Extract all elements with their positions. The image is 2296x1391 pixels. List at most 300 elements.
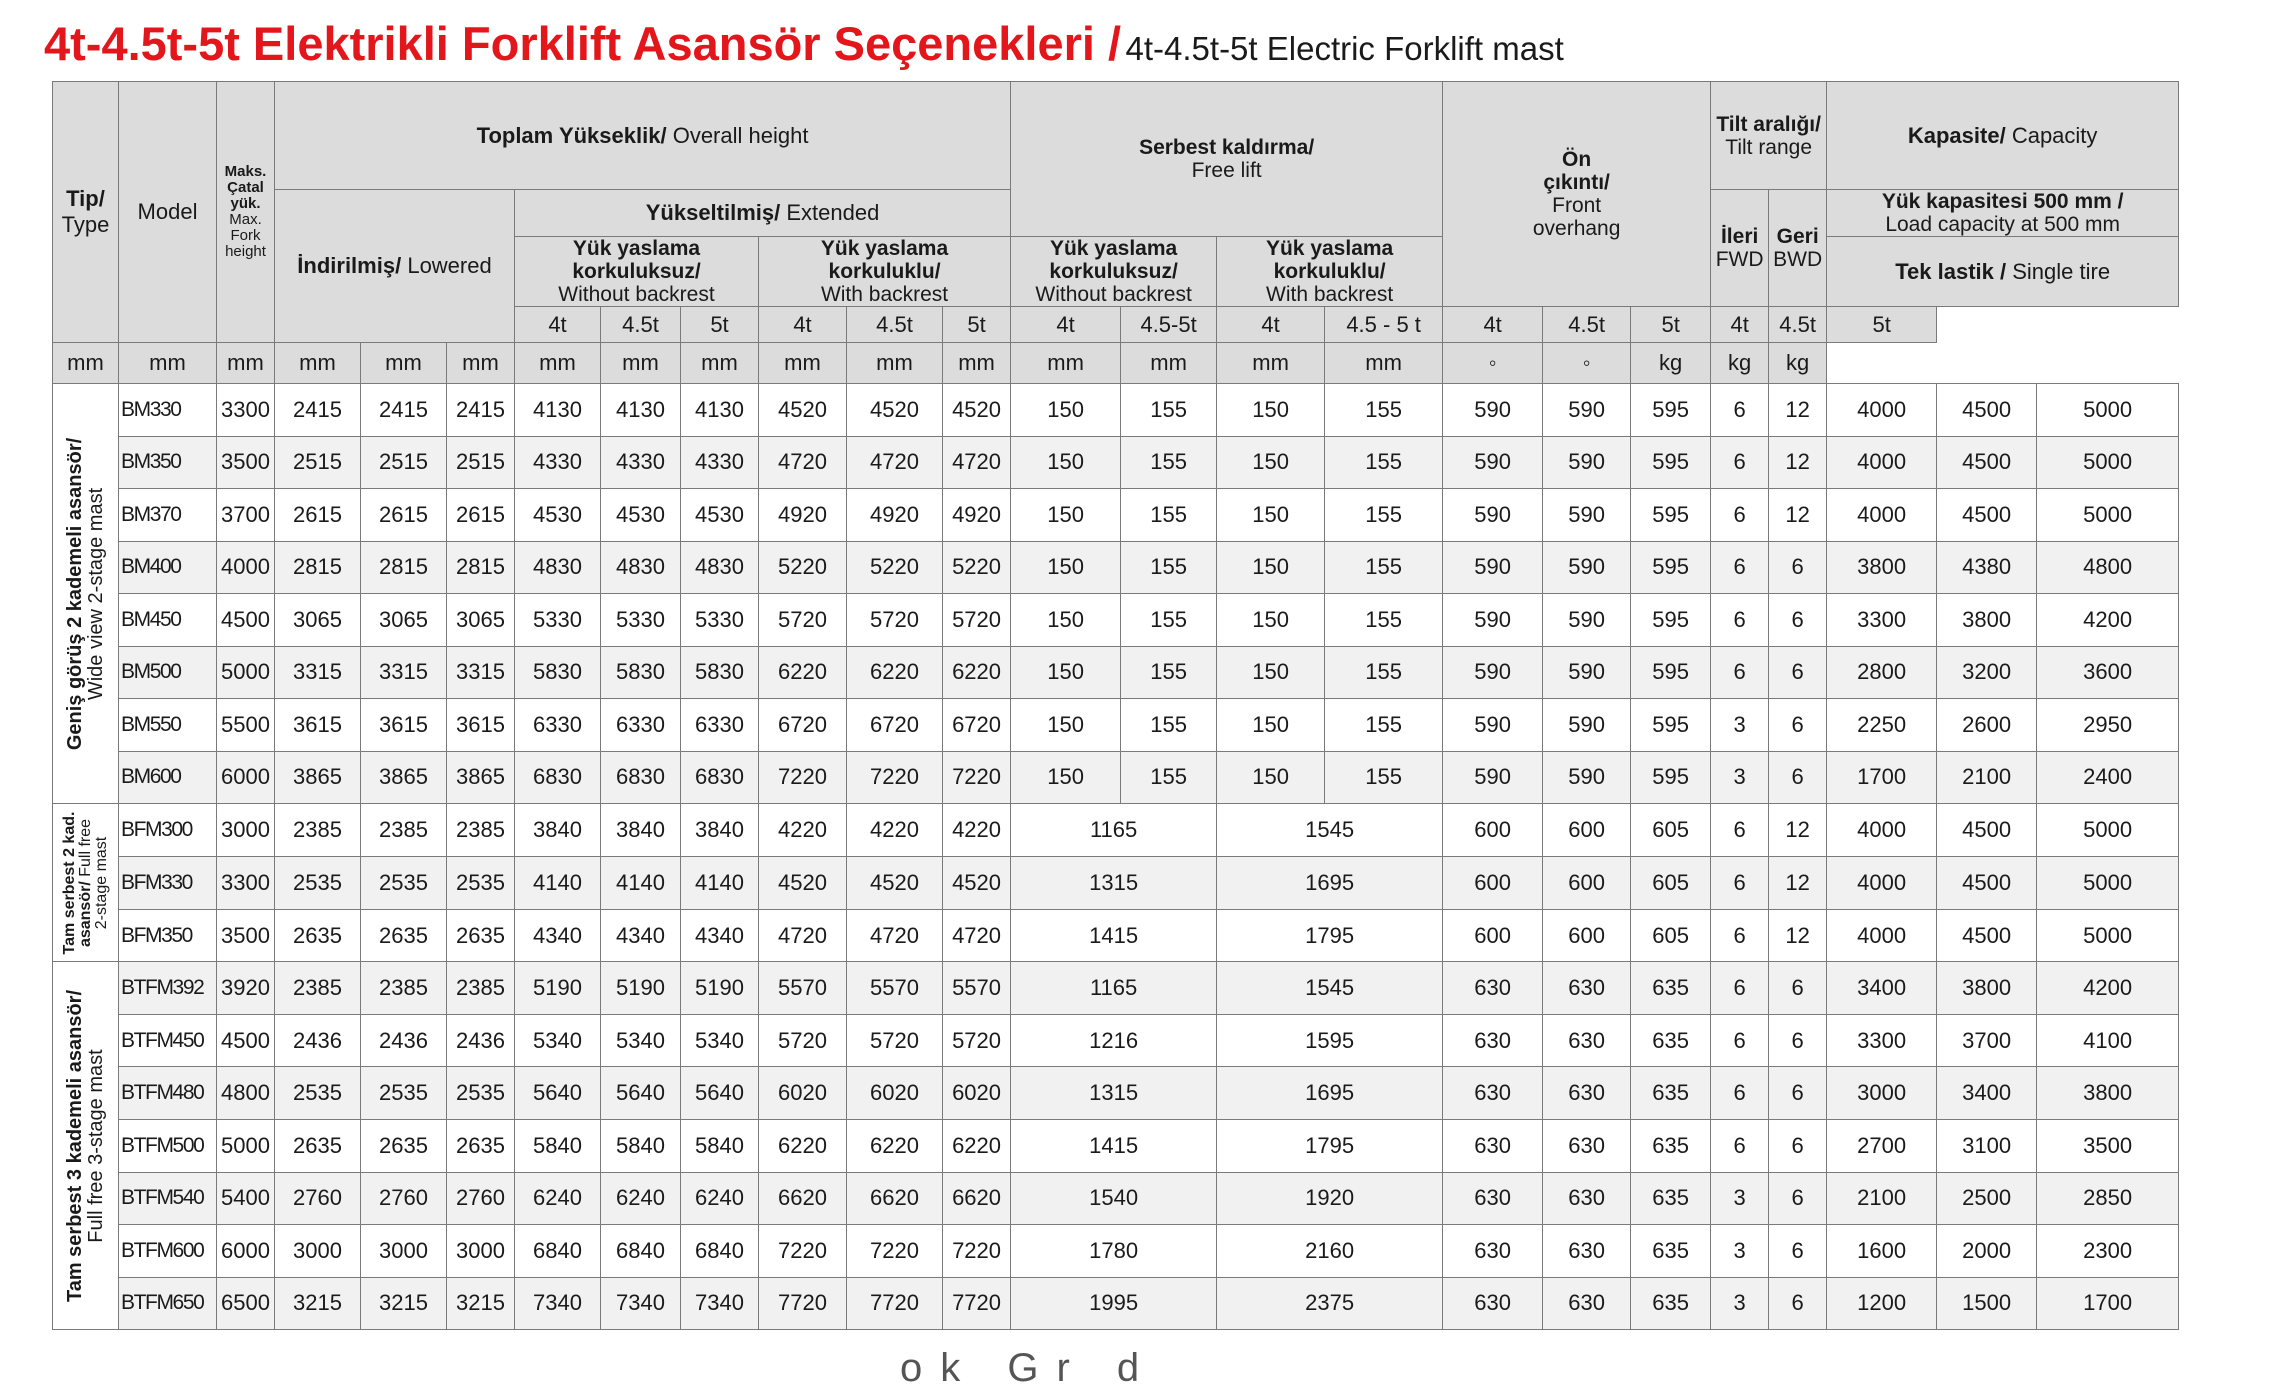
value-cell: 6 <box>1711 646 1769 699</box>
value-cell: 6840 <box>515 1225 601 1278</box>
value-cell: 12 <box>1769 489 1827 542</box>
value-cell: 3315 <box>447 646 515 699</box>
value-cell: 630 <box>1443 1067 1543 1120</box>
model-header: Model <box>119 82 217 343</box>
value-cell: 3400 <box>1937 1067 2037 1120</box>
free-lift-with-backrest-cell: 1595 <box>1217 1014 1443 1067</box>
value-cell: 6 <box>1769 1277 1827 1330</box>
value-cell: 155 <box>1325 489 1443 542</box>
value-cell: 5840 <box>515 1119 601 1172</box>
value-cell: 5220 <box>759 541 847 594</box>
value-cell: 5720 <box>943 1014 1011 1067</box>
value-cell: 5570 <box>847 962 943 1015</box>
value-cell: 6 <box>1769 1172 1827 1225</box>
value-cell: 3315 <box>275 646 361 699</box>
value-cell: 150 <box>1011 489 1121 542</box>
value-cell: 7720 <box>943 1277 1011 1330</box>
value-cell: 7220 <box>759 1225 847 1278</box>
free-lift-with-backrest-cell: 1695 <box>1217 856 1443 909</box>
value-cell: 3 <box>1711 1277 1769 1330</box>
value-cell: 2300 <box>2037 1225 2179 1278</box>
unit-fo-4t: mm <box>1121 343 1217 384</box>
ext-wo-45t: 4.5t <box>601 307 681 343</box>
value-cell: 2515 <box>275 436 361 489</box>
extended-header: Yükseltilmiş/ Extended <box>515 190 1011 237</box>
value-cell: 3840 <box>601 804 681 857</box>
free-lift-with-backrest-cell: 1920 <box>1217 1172 1443 1225</box>
free-lift-with-backrest-cell: 2375 <box>1217 1277 1443 1330</box>
value-cell: 155 <box>1325 751 1443 804</box>
value-cell: 5840 <box>681 1119 759 1172</box>
unit-fl-w-45t: mm <box>1011 343 1121 384</box>
value-cell: 5830 <box>681 646 759 699</box>
value-cell: 3000 <box>1827 1067 1937 1120</box>
value-cell: 2436 <box>361 1014 447 1067</box>
footer-partial-text: ok Gr d <box>900 1346 1158 1390</box>
value-cell: 3920 <box>217 962 275 1015</box>
value-cell: 4140 <box>681 856 759 909</box>
value-cell: 600 <box>1543 804 1631 857</box>
value-cell: 155 <box>1325 594 1443 647</box>
value-cell: 6 <box>1711 909 1769 962</box>
value-cell: 2635 <box>275 909 361 962</box>
value-cell: 2815 <box>361 541 447 594</box>
value-cell: 5570 <box>759 962 847 1015</box>
value-cell: 150 <box>1217 751 1325 804</box>
value-cell: 150 <box>1011 594 1121 647</box>
value-cell: 3865 <box>275 751 361 804</box>
value-cell: 590 <box>1443 384 1543 437</box>
unit-fo-5t: mm <box>1325 343 1443 384</box>
value-cell: 3300 <box>1827 594 1937 647</box>
unit-ext-w-4t: mm <box>515 343 601 384</box>
fl-w-4t: 4t <box>1217 307 1325 343</box>
free-lift-with-backrest-cell: 1795 <box>1217 909 1443 962</box>
ext-w-4t: 4t <box>759 307 847 343</box>
title-english: 4t-4.5t-5t Electric Forklift mast <box>1125 30 1564 67</box>
value-cell: 150 <box>1011 699 1121 752</box>
value-cell: 6220 <box>759 646 847 699</box>
value-cell: 6 <box>1769 594 1827 647</box>
value-cell: 595 <box>1631 541 1711 594</box>
value-cell: 590 <box>1543 646 1631 699</box>
value-cell: 5830 <box>601 646 681 699</box>
value-cell: 5000 <box>217 646 275 699</box>
value-cell: 5000 <box>2037 384 2179 437</box>
value-cell: 12 <box>1769 856 1827 909</box>
model-cell: BM330 <box>119 384 217 437</box>
value-cell: 2100 <box>1937 751 2037 804</box>
free-lift-with-backrest-cell: 1545 <box>1217 804 1443 857</box>
value-cell: 2615 <box>447 489 515 542</box>
value-cell: 590 <box>1543 436 1631 489</box>
value-cell: 6 <box>1711 804 1769 857</box>
value-cell: 630 <box>1543 962 1631 1015</box>
value-cell: 6 <box>1711 1014 1769 1067</box>
value-cell: 1200 <box>1827 1277 1937 1330</box>
free-lift-without-backrest-cell: 1165 <box>1011 962 1217 1015</box>
table-row <box>53 384 2179 437</box>
value-cell: 2850 <box>2037 1172 2179 1225</box>
unit-ext-w-5t: mm <box>681 343 759 384</box>
value-cell: 4000 <box>1827 804 1937 857</box>
value-cell: 5720 <box>759 1014 847 1067</box>
value-cell: 150 <box>1011 751 1121 804</box>
value-cell: 4140 <box>515 856 601 909</box>
model-cell: BTFM450 <box>119 1014 217 1067</box>
value-cell: 5190 <box>515 962 601 1015</box>
value-cell: 3 <box>1711 751 1769 804</box>
value-cell: 6 <box>1769 962 1827 1015</box>
value-cell: 6 <box>1769 751 1827 804</box>
value-cell: 6 <box>1769 541 1827 594</box>
value-cell: 3215 <box>361 1277 447 1330</box>
freelift-without-backrest-header: Yük yaslama korkuluksuz/ Without backrest <box>1011 237 1217 307</box>
value-cell: 5000 <box>2037 436 2179 489</box>
value-cell: 630 <box>1543 1067 1631 1120</box>
value-cell: 4520 <box>847 384 943 437</box>
group-label-2: Tam serbest 2 kad. asansör/ Full free 2-stage mast <box>53 804 119 962</box>
value-cell: 590 <box>1543 489 1631 542</box>
value-cell: 155 <box>1121 384 1217 437</box>
value-cell: 4800 <box>2037 541 2179 594</box>
value-cell: 5830 <box>515 646 601 699</box>
value-cell: 6020 <box>759 1067 847 1120</box>
mast-spec-table <box>52 81 2179 1330</box>
value-cell: 6830 <box>515 751 601 804</box>
value-cell: 2535 <box>275 856 361 909</box>
value-cell: 2760 <box>447 1172 515 1225</box>
unit-ext-wo-5t: mm <box>447 343 515 384</box>
table-row <box>53 909 2179 962</box>
tilt-range-header: Tilt aralığı/ Tilt range <box>1711 82 1827 190</box>
value-cell: 5330 <box>681 594 759 647</box>
value-cell: 3000 <box>361 1225 447 1278</box>
value-cell: 1700 <box>1827 751 1937 804</box>
extended-with-backrest-header: Yük yaslama korkuluklu/ With backrest <box>759 237 1011 307</box>
value-cell: 2436 <box>275 1014 361 1067</box>
value-cell: 155 <box>1325 541 1443 594</box>
value-cell: 2436 <box>447 1014 515 1067</box>
value-cell: 6 <box>1769 1225 1827 1278</box>
value-cell: 6000 <box>217 1225 275 1278</box>
value-cell: 4520 <box>847 856 943 909</box>
value-cell: 3 <box>1711 1172 1769 1225</box>
value-cell: 4100 <box>2037 1014 2179 1067</box>
fwd-header: İleri FWD <box>1711 190 1769 307</box>
value-cell: 6 <box>1711 1067 1769 1120</box>
value-cell: 3 <box>1711 1225 1769 1278</box>
value-cell: 155 <box>1121 436 1217 489</box>
value-cell: 7220 <box>943 1225 1011 1278</box>
lowered-header: İndirilmiş/ Lowered <box>275 190 515 343</box>
load-capacity-500-header: Yük kapasitesi 500 mm / Load capacity at 500 mm <box>1827 190 2179 237</box>
unit-ext-w-45t: mm <box>601 343 681 384</box>
value-cell: 635 <box>1631 1014 1711 1067</box>
value-cell: 6330 <box>681 699 759 752</box>
extended-without-backrest-header: Yük yaslama korkuluksuz/ Without backrest <box>515 237 759 307</box>
value-cell: 6830 <box>601 751 681 804</box>
value-cell: 4720 <box>759 436 847 489</box>
value-cell: 3215 <box>447 1277 515 1330</box>
value-cell: 5640 <box>601 1067 681 1120</box>
value-cell: 2000 <box>1937 1225 2037 1278</box>
value-cell: 155 <box>1325 384 1443 437</box>
value-cell: 4500 <box>217 594 275 647</box>
value-cell: 2515 <box>361 436 447 489</box>
value-cell: 4500 <box>1937 909 2037 962</box>
fl-wo-4t: 4t <box>1011 307 1121 343</box>
value-cell: 5720 <box>943 594 1011 647</box>
value-cell: 2250 <box>1827 699 1937 752</box>
value-cell: 3300 <box>1827 1014 1937 1067</box>
value-cell: 2385 <box>361 962 447 1015</box>
value-cell: 6 <box>1711 489 1769 542</box>
capacity-header: Kapasite/ Capacity <box>1827 82 2179 190</box>
value-cell: 4500 <box>1937 804 2037 857</box>
value-cell: 4000 <box>1827 489 1937 542</box>
value-cell: 3200 <box>1937 646 2037 699</box>
value-cell: 4720 <box>847 436 943 489</box>
freelift-with-backrest-header: Yük yaslama korkuluklu/ With backrest <box>1217 237 1443 307</box>
value-cell: 6 <box>1711 436 1769 489</box>
value-cell: 4130 <box>601 384 681 437</box>
value-cell: 2760 <box>275 1172 361 1225</box>
value-cell: 155 <box>1121 594 1217 647</box>
value-cell: 3400 <box>1827 962 1937 1015</box>
value-cell: 630 <box>1443 1225 1543 1278</box>
value-cell: 4330 <box>681 436 759 489</box>
cap-45t: 4.5t <box>1769 307 1827 343</box>
value-cell: 4920 <box>759 489 847 542</box>
table-row <box>53 1172 2179 1225</box>
value-cell: 6 <box>1711 962 1769 1015</box>
value-cell: 150 <box>1217 489 1325 542</box>
value-cell: 155 <box>1325 646 1443 699</box>
value-cell: 6840 <box>601 1225 681 1278</box>
free-lift-header: Serbest kaldırma/ Free lift <box>1011 82 1443 237</box>
value-cell: 6 <box>1769 646 1827 699</box>
value-cell: 12 <box>1769 384 1827 437</box>
value-cell: 3000 <box>217 804 275 857</box>
value-cell: 2100 <box>1827 1172 1937 1225</box>
ext-w-5t: 5t <box>943 307 1011 343</box>
value-cell: 3500 <box>2037 1119 2179 1172</box>
model-cell: BTFM540 <box>119 1172 217 1225</box>
table-row <box>53 962 2179 1015</box>
value-cell: 2815 <box>275 541 361 594</box>
value-cell: 630 <box>1443 1014 1543 1067</box>
value-cell: 3300 <box>217 856 275 909</box>
value-cell: 3065 <box>361 594 447 647</box>
value-cell: 2535 <box>361 856 447 909</box>
value-cell: 7340 <box>515 1277 601 1330</box>
value-cell: 150 <box>1217 541 1325 594</box>
fo-45t: 4.5t <box>1543 307 1631 343</box>
value-cell: 6720 <box>943 699 1011 752</box>
unit-fl-wo-4t: mm <box>759 343 847 384</box>
value-cell: 4520 <box>943 856 1011 909</box>
value-cell: 3 <box>1711 699 1769 752</box>
free-lift-with-backrest-cell: 1795 <box>1217 1119 1443 1172</box>
value-cell: 3800 <box>1937 962 2037 1015</box>
unit-cap-45t: kg <box>1711 343 1769 384</box>
units-header-row <box>53 343 2179 384</box>
unit-bwd: ◦ <box>1543 343 1631 384</box>
value-cell: 1700 <box>2037 1277 2179 1330</box>
value-cell: 2515 <box>447 436 515 489</box>
value-cell: 4000 <box>1827 856 1937 909</box>
ext-w-45t: 4.5t <box>847 307 943 343</box>
free-lift-without-backrest-cell: 1415 <box>1011 1119 1217 1172</box>
value-cell: 605 <box>1631 856 1711 909</box>
value-cell: 4830 <box>515 541 601 594</box>
value-cell: 155 <box>1121 541 1217 594</box>
table-row <box>53 1014 2179 1067</box>
free-lift-with-backrest-cell: 1545 <box>1217 962 1443 1015</box>
value-cell: 4800 <box>217 1067 275 1120</box>
model-cell: BM600 <box>119 751 217 804</box>
value-cell: 4530 <box>515 489 601 542</box>
value-cell: 590 <box>1443 541 1543 594</box>
value-cell: 600 <box>1443 909 1543 962</box>
value-cell: 4530 <box>601 489 681 542</box>
value-cell: 590 <box>1443 489 1543 542</box>
value-cell: 3065 <box>275 594 361 647</box>
value-cell: 635 <box>1631 1172 1711 1225</box>
table-body <box>53 384 2179 1330</box>
unit-lowered-4t: mm <box>53 343 119 384</box>
value-cell: 6220 <box>943 646 1011 699</box>
value-cell: 3615 <box>275 699 361 752</box>
value-cell: 6330 <box>601 699 681 752</box>
value-cell: 6240 <box>515 1172 601 1225</box>
value-cell: 3800 <box>2037 1067 2179 1120</box>
fl-wo-45-5t: 4.5-5t <box>1121 307 1217 343</box>
ext-wo-5t: 5t <box>681 307 759 343</box>
table-row <box>53 804 2179 857</box>
value-cell: 2635 <box>447 909 515 962</box>
value-cell: 630 <box>1443 962 1543 1015</box>
value-cell: 5000 <box>2037 909 2179 962</box>
value-cell: 4340 <box>601 909 681 962</box>
value-cell: 4830 <box>601 541 681 594</box>
value-cell: 4920 <box>847 489 943 542</box>
free-lift-with-backrest-cell: 2160 <box>1217 1225 1443 1278</box>
model-cell: BTFM392 <box>119 962 217 1015</box>
value-cell: 5640 <box>681 1067 759 1120</box>
value-cell: 3100 <box>1937 1119 2037 1172</box>
value-cell: 6620 <box>847 1172 943 1225</box>
value-cell: 635 <box>1631 1119 1711 1172</box>
value-cell: 4500 <box>1937 436 2037 489</box>
value-cell: 4500 <box>1937 856 2037 909</box>
value-cell: 630 <box>1543 1014 1631 1067</box>
table-row <box>53 1277 2179 1330</box>
value-cell: 2385 <box>361 804 447 857</box>
unit-fwd: ◦ <box>1443 343 1543 384</box>
value-cell: 150 <box>1011 541 1121 594</box>
value-cell: 595 <box>1631 489 1711 542</box>
value-cell: 4520 <box>759 856 847 909</box>
type-header <box>53 82 119 343</box>
value-cell: 2385 <box>275 804 361 857</box>
value-cell: 3840 <box>681 804 759 857</box>
value-cell: 7340 <box>601 1277 681 1330</box>
model-cell: BM500 <box>119 646 217 699</box>
table-row <box>53 856 2179 909</box>
value-cell: 2635 <box>361 1119 447 1172</box>
value-cell: 4330 <box>601 436 681 489</box>
value-cell: 155 <box>1121 489 1217 542</box>
value-cell: 3800 <box>1937 594 2037 647</box>
free-lift-without-backrest-cell: 1216 <box>1011 1014 1217 1067</box>
value-cell: 2950 <box>2037 699 2179 752</box>
value-cell: 155 <box>1121 751 1217 804</box>
value-cell: 6720 <box>847 699 943 752</box>
value-cell: 150 <box>1217 594 1325 647</box>
value-cell: 5720 <box>847 594 943 647</box>
value-cell: 600 <box>1543 909 1631 962</box>
value-cell: 6 <box>1711 384 1769 437</box>
value-cell: 2535 <box>361 1067 447 1120</box>
value-cell: 630 <box>1543 1277 1631 1330</box>
value-cell: 6 <box>1769 1067 1827 1120</box>
fo-5t: 5t <box>1631 307 1711 343</box>
value-cell: 4000 <box>1827 384 1937 437</box>
free-lift-with-backrest-cell: 1695 <box>1217 1067 1443 1120</box>
value-cell: 2635 <box>447 1119 515 1172</box>
value-cell: 1500 <box>1937 1277 2037 1330</box>
value-cell: 6620 <box>759 1172 847 1225</box>
value-cell: 4130 <box>515 384 601 437</box>
value-cell: 7720 <box>847 1277 943 1330</box>
table-row <box>53 751 2179 804</box>
value-cell: 7720 <box>759 1277 847 1330</box>
value-cell: 12 <box>1769 436 1827 489</box>
value-cell: 630 <box>1543 1225 1631 1278</box>
value-cell: 630 <box>1443 1119 1543 1172</box>
value-cell: 2385 <box>447 962 515 1015</box>
value-cell: 6 <box>1769 699 1827 752</box>
model-cell: BFM350 <box>119 909 217 962</box>
value-cell: 590 <box>1543 594 1631 647</box>
model-cell: BM400 <box>119 541 217 594</box>
value-cell: 4520 <box>759 384 847 437</box>
value-cell: 2635 <box>275 1119 361 1172</box>
value-cell: 3865 <box>447 751 515 804</box>
value-cell: 635 <box>1631 1277 1711 1330</box>
value-cell: 5500 <box>217 699 275 752</box>
value-cell: 4500 <box>1937 384 2037 437</box>
model-cell: BM350 <box>119 436 217 489</box>
value-cell: 2800 <box>1827 646 1937 699</box>
group-label-1: Geniş görüş 2 kademeli asansör/ Wide view 2-stage mast <box>53 384 119 804</box>
free-lift-without-backrest-cell: 1780 <box>1011 1225 1217 1278</box>
value-cell: 5720 <box>847 1014 943 1067</box>
value-cell: 3840 <box>515 804 601 857</box>
value-cell: 155 <box>1325 436 1443 489</box>
value-cell: 5640 <box>515 1067 601 1120</box>
type-header-en: Type <box>61 212 110 237</box>
value-cell: 4500 <box>217 1014 275 1067</box>
table-row <box>53 1067 2179 1120</box>
value-cell: 5190 <box>681 962 759 1015</box>
type-header-tr: Tip/ <box>66 186 105 211</box>
value-cell: 3500 <box>217 909 275 962</box>
value-cell: 7220 <box>759 751 847 804</box>
value-cell: 4200 <box>2037 962 2179 1015</box>
